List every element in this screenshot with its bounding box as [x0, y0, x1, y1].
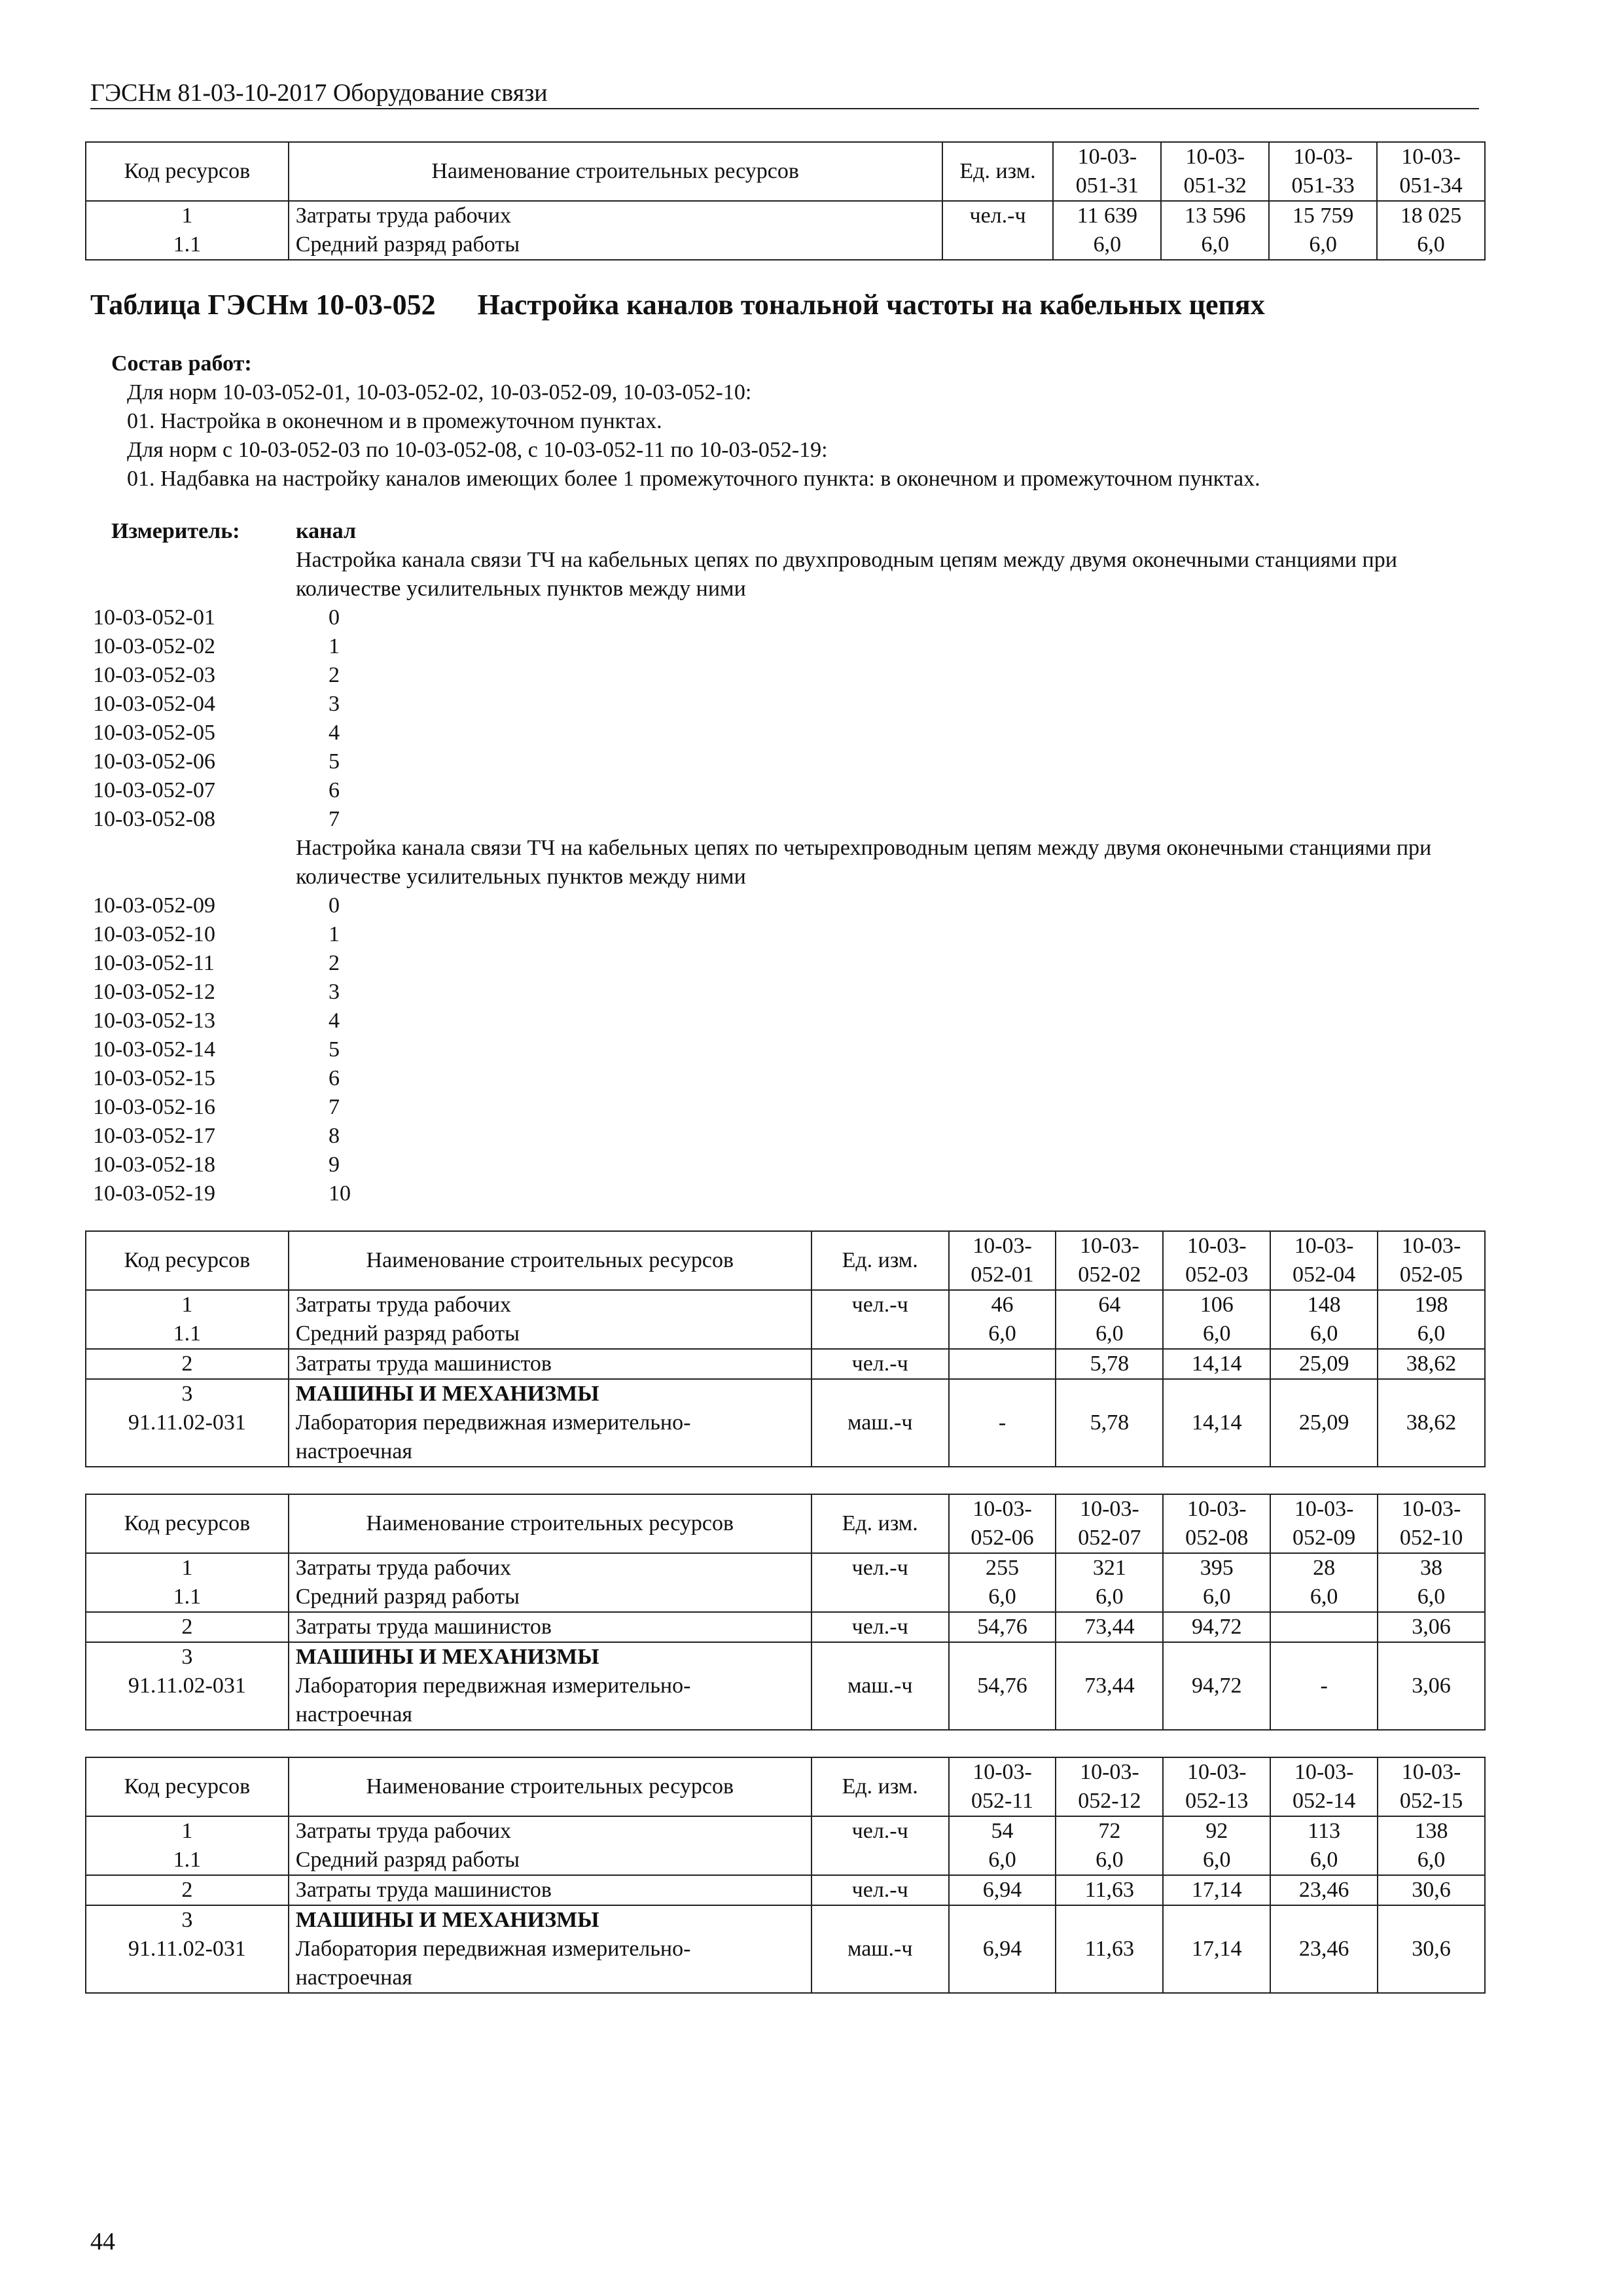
value-cell: 395: [1163, 1553, 1270, 1583]
value-cell: 17,14: [1163, 1875, 1270, 1905]
norm-code-part2: 052-14: [1292, 1789, 1356, 1813]
resource-name-line: Лаборатория передвижная измерительно-: [295, 1410, 691, 1435]
value-cell: 72: [1056, 1816, 1163, 1846]
resource-code: 2: [86, 1349, 289, 1379]
norm-code: 10-03-052-18: [93, 1153, 215, 1177]
composition-line: 01. Настройка в оконечном и в промежуточном пунктах.: [127, 409, 662, 433]
section-title-name: Настройка каналов тональной частоты на кабельных цепях: [477, 289, 1265, 321]
resource-table-052-01-05: [85, 1230, 1486, 1467]
value-cell: 6,0: [949, 1319, 1056, 1349]
norm-code-part1: 10-03-: [1401, 1760, 1461, 1784]
resource-name: Затраты труда рабочих: [289, 1553, 812, 1583]
norm-code-part2: 052-02: [1078, 1263, 1141, 1287]
norm-code-part1: 10-03-: [1294, 1497, 1354, 1521]
value-cell: 3,06: [1378, 1672, 1485, 1730]
value-cell: 6,0: [1163, 1319, 1270, 1349]
norm-value: 2: [329, 951, 340, 975]
norm-value: 1: [329, 634, 340, 658]
table-row: [86, 1379, 1485, 1408]
norm-code-part2: 051-33: [1291, 173, 1355, 198]
resource-code: 2: [86, 1875, 289, 1905]
col-header-norm: [949, 1231, 1056, 1290]
norm-code-part2: 052-05: [1399, 1263, 1463, 1287]
norm-code-part1: 10-03-: [1294, 1234, 1354, 1258]
resource-name-line: Лаборатория передвижная измерительно-: [295, 1674, 691, 1698]
norm-value: 6: [329, 778, 340, 802]
table-header-row: [86, 1494, 1485, 1553]
value-cell: 11,63: [1056, 1935, 1163, 1993]
col-header-norm: [1378, 1494, 1485, 1553]
resource-name: Затраты труда рабочих: [289, 1816, 812, 1846]
norm-code: 10-03-052-14: [93, 1037, 215, 1062]
composition-caption: Состав работ:: [111, 351, 252, 376]
value-cell: [1270, 1905, 1378, 1935]
value-cell: 255: [949, 1553, 1056, 1583]
resource-table-top: [85, 141, 1486, 260]
norm-code-part2: 052-07: [1078, 1526, 1141, 1550]
resource-name: Средний разряд работы: [289, 1583, 812, 1612]
col-header-name: Наименование строительных ресурсов: [289, 1757, 812, 1816]
norm-value: 10: [329, 1181, 351, 1206]
value-cell: 6,0: [1269, 230, 1377, 260]
page-number: 44: [90, 2228, 115, 2255]
value-cell: 14,14: [1163, 1349, 1270, 1379]
composition-line: Для норм с 10-03-052-03 по 10-03-052-08, с 10-03-052-11 по 10-03-052-19:: [127, 438, 828, 462]
resource-name-line: настроечная: [295, 1702, 413, 1727]
resource-unit: маш.-ч: [812, 1672, 949, 1730]
resource-code: 1: [86, 1553, 289, 1583]
norm-code: 10-03-052-12: [93, 980, 215, 1004]
norm-code: 10-03-052-17: [93, 1124, 215, 1148]
norm-code-part2: 052-15: [1399, 1789, 1463, 1813]
value-cell: 3,06: [1378, 1612, 1485, 1642]
table-row: [86, 1905, 1485, 1935]
value-cell: -: [1270, 1672, 1378, 1730]
norm-code: 10-03-052-19: [93, 1181, 215, 1206]
table-row: [86, 1408, 1485, 1467]
norm-code: 10-03-052-09: [93, 893, 215, 918]
resource-name: МАШИНЫ И МЕХАНИЗМЫ: [289, 1379, 812, 1408]
table-row: [86, 1583, 1485, 1612]
norm-code: 10-03-052-03: [93, 663, 215, 687]
col-header-norm: [1270, 1494, 1378, 1553]
norm-code-part1: 10-03-: [1080, 1234, 1139, 1258]
col-header-norm: [1378, 1231, 1485, 1290]
norm-code-part1: 10-03-: [1080, 1497, 1139, 1521]
table-row: [86, 1290, 1485, 1319]
col-header-code: Код ресурсов: [86, 142, 289, 201]
norm-code: 10-03-052-08: [93, 807, 215, 831]
table-row: [86, 201, 1485, 230]
value-cell: 28: [1270, 1553, 1378, 1583]
resource-unit: [812, 1642, 949, 1672]
resource-code: 1.1: [86, 1583, 289, 1612]
value-cell: 6,0: [1163, 1846, 1270, 1875]
value-cell: 14,14: [1163, 1408, 1270, 1467]
norm-code-part1: 10-03-: [972, 1497, 1032, 1521]
value-cell: 25,09: [1270, 1349, 1378, 1379]
resource-unit: [812, 1319, 949, 1349]
table-row: [86, 230, 1485, 260]
value-cell: 6,0: [949, 1583, 1056, 1612]
value-cell: 6,0: [1056, 1846, 1163, 1875]
norm-code: 10-03-052-10: [93, 922, 215, 946]
norm-code-part1: 10-03-: [1401, 145, 1461, 169]
value-cell: -: [949, 1408, 1056, 1467]
value-cell: 106: [1163, 1290, 1270, 1319]
resource-unit: чел.-ч: [812, 1612, 949, 1642]
norm-code: 10-03-052-13: [93, 1009, 215, 1033]
resource-unit: чел.-ч: [812, 1816, 949, 1846]
col-header-unit: Ед. изм.: [812, 1231, 949, 1290]
col-header-name: Наименование строительных ресурсов: [289, 1494, 812, 1553]
resource-name-line: настроечная: [295, 1965, 413, 1990]
norm-code-part1: 10-03-: [1293, 145, 1353, 169]
value-cell: [1163, 1642, 1270, 1672]
col-header-unit: Ед. изм.: [812, 1494, 949, 1553]
norm-code-part1: 10-03-: [1294, 1760, 1354, 1784]
value-cell: 73,44: [1056, 1672, 1163, 1730]
value-cell: 38,62: [1378, 1349, 1485, 1379]
norm-code: 10-03-052-04: [93, 692, 215, 716]
resource-unit: [812, 1846, 949, 1875]
resource-code: 3: [86, 1379, 289, 1408]
resource-name-line: настроечная: [295, 1439, 413, 1463]
resource-code: 1: [86, 1816, 289, 1846]
value-cell: [949, 1905, 1056, 1935]
norm-code-part1: 10-03-: [1077, 145, 1137, 169]
resource-code: 1: [86, 1290, 289, 1319]
section-title-code: Таблица ГЭСНм 10-03-052: [90, 289, 436, 321]
norm-value: 0: [329, 893, 340, 918]
resource-code: 1: [86, 201, 289, 230]
value-cell: [949, 1642, 1056, 1672]
resource-name: [289, 1408, 812, 1467]
value-cell: 6,0: [1378, 1583, 1485, 1612]
value-cell: 6,0: [1056, 1319, 1163, 1349]
value-cell: 6,0: [949, 1846, 1056, 1875]
resource-code: 1.1: [86, 1846, 289, 1875]
value-cell: 6,0: [1161, 230, 1269, 260]
value-cell: 6,0: [1053, 230, 1161, 260]
value-cell: 6,0: [1163, 1583, 1270, 1612]
col-header-name: Наименование строительных ресурсов: [289, 1231, 812, 1290]
value-cell: 138: [1378, 1816, 1485, 1846]
value-cell: 11,63: [1056, 1875, 1163, 1905]
col-header-norm: [1161, 142, 1269, 201]
norm-code-part1: 10-03-: [972, 1234, 1032, 1258]
value-cell: 25,09: [1270, 1408, 1378, 1467]
resource-name: Затраты труда машинистов: [289, 1349, 812, 1379]
table-row: [86, 1642, 1485, 1672]
table-row: [86, 1672, 1485, 1730]
value-cell: 94,72: [1163, 1612, 1270, 1642]
value-cell: [1378, 1379, 1485, 1408]
table-header-row: [86, 1757, 1485, 1816]
resource-code: 91.11.02-031: [86, 1672, 289, 1730]
value-cell: 148: [1270, 1290, 1378, 1319]
norm-value: 7: [329, 807, 340, 831]
value-cell: [1163, 1379, 1270, 1408]
norm-code: 10-03-052-06: [93, 749, 215, 774]
resource-name: МАШИНЫ И МЕХАНИЗМЫ: [289, 1905, 812, 1935]
table-row: [86, 1875, 1485, 1905]
norm-code-part2: 052-10: [1399, 1526, 1463, 1550]
value-cell: 5,78: [1056, 1349, 1163, 1379]
norm-code-part2: 051-32: [1183, 173, 1247, 198]
norm-code-part1: 10-03-: [1186, 1760, 1247, 1784]
resource-unit: маш.-ч: [812, 1935, 949, 1993]
norm-code: 10-03-052-16: [93, 1095, 215, 1119]
resource-code: 1.1: [86, 230, 289, 260]
table-header-row: [86, 1231, 1485, 1290]
col-header-norm: [1269, 142, 1377, 201]
resource-name-line: Лаборатория передвижная измерительно-: [295, 1937, 691, 1961]
value-cell: 30,6: [1378, 1935, 1485, 1993]
norm-code-part2: 051-31: [1075, 173, 1139, 198]
norm-code: 10-03-052-07: [93, 778, 215, 802]
norm-value: 1: [329, 922, 340, 946]
group2-description: Настройка канала связи ТЧ на кабельных цепях по четырехпроводным цепям между двумя оконечными станциями при количестве усилительных пунктов между ними: [296, 836, 1432, 889]
norm-code-part2: 052-01: [971, 1263, 1034, 1287]
col-header-norm: [1056, 1494, 1163, 1553]
work-composition: [111, 350, 1260, 493]
col-header-code: Код ресурсов: [86, 1757, 289, 1816]
resource-unit: чел.-ч: [812, 1875, 949, 1905]
value-cell: 30,6: [1378, 1875, 1485, 1905]
value-cell: 23,46: [1270, 1935, 1378, 1993]
value-cell: [949, 1349, 1056, 1379]
resource-code: 1.1: [86, 1319, 289, 1349]
value-cell: [1056, 1905, 1163, 1935]
norm-code-part2: 052-11: [971, 1789, 1034, 1813]
norm-code-part2: 052-03: [1185, 1263, 1249, 1287]
col-header-norm: [1056, 1231, 1163, 1290]
col-header-code: Код ресурсов: [86, 1231, 289, 1290]
norm-value: 8: [329, 1124, 340, 1148]
col-header-norm: [1053, 142, 1161, 201]
resource-unit: чел.-ч: [812, 1349, 949, 1379]
resource-unit: [812, 1379, 949, 1408]
norm-code-part1: 10-03-: [972, 1760, 1032, 1784]
col-header-norm: [949, 1494, 1056, 1553]
col-header-unit: Ед. изм.: [812, 1757, 949, 1816]
value-cell: [1163, 1905, 1270, 1935]
value-cell: 38: [1378, 1553, 1485, 1583]
norm-code: 10-03-052-01: [93, 605, 215, 630]
resource-name: Затраты труда рабочих: [289, 1290, 812, 1319]
norm-code: 10-03-052-02: [93, 634, 215, 658]
norm-value: 2: [329, 663, 340, 687]
col-header-norm: [949, 1757, 1056, 1816]
table-header-row: [86, 142, 1485, 201]
value-cell: 6,0: [1378, 1319, 1485, 1349]
resource-name: Затраты труда рабочих: [289, 201, 942, 230]
value-cell: [1378, 1905, 1485, 1935]
composition-line: 01. Надбавка на настройку каналов имеющих более 1 промежуточного пункта: в оконечном и промежуточном пунктах.: [127, 467, 1260, 491]
norm-code-part1: 10-03-: [1185, 145, 1245, 169]
meter-unit: канал: [296, 519, 357, 543]
value-cell: 64: [1056, 1290, 1163, 1319]
col-header-name: Наименование строительных ресурсов: [289, 142, 942, 201]
value-cell: 6,0: [1377, 230, 1485, 260]
norm-code-part2: 052-06: [971, 1526, 1034, 1550]
norm-value: 4: [329, 721, 340, 745]
resource-unit: чел.-ч: [812, 1553, 949, 1583]
document-title: ГЭСНм 81-03-10-2017 Оборудование связи: [90, 79, 548, 107]
resource-name: Средний разряд работы: [289, 1319, 812, 1349]
table-row: [86, 1553, 1485, 1583]
col-header-norm: [1056, 1757, 1163, 1816]
value-cell: [1270, 1642, 1378, 1672]
norm-code-part1: 10-03-: [1080, 1760, 1139, 1784]
value-cell: 6,0: [1056, 1583, 1163, 1612]
value-cell: [1378, 1642, 1485, 1672]
resource-unit: маш.-ч: [812, 1408, 949, 1467]
resource-table-052-11-15: [85, 1757, 1486, 1994]
meter-label: Измеритель:: [111, 519, 240, 543]
resource-code: 91.11.02-031: [86, 1408, 289, 1467]
value-cell: 6,0: [1378, 1846, 1485, 1875]
value-cell: 198: [1378, 1290, 1485, 1319]
value-cell: 15 759: [1269, 201, 1377, 230]
resource-name: [289, 1672, 812, 1730]
value-cell: 6,94: [949, 1875, 1056, 1905]
col-header-norm: [1270, 1231, 1378, 1290]
norm-value: 9: [329, 1153, 340, 1177]
norm-code-part2: 052-04: [1292, 1263, 1356, 1287]
resource-unit: [812, 1583, 949, 1612]
table-row: [86, 1319, 1485, 1349]
resource-code: 3: [86, 1642, 289, 1672]
value-cell: [1270, 1612, 1378, 1642]
value-cell: 54: [949, 1816, 1056, 1846]
norm-value: 6: [329, 1066, 340, 1090]
col-header-norm: [1270, 1757, 1378, 1816]
col-header-code: Код ресурсов: [86, 1494, 289, 1553]
value-cell: 18 025: [1377, 201, 1485, 230]
value-cell: 94,72: [1163, 1672, 1270, 1730]
resource-name: Средний разряд работы: [289, 1846, 812, 1875]
norm-code-part2: 052-09: [1292, 1526, 1356, 1550]
group1-description: Настройка канала связи ТЧ на кабельных цепях по двухпроводным цепям между двумя оконечными станциями при количестве усилительных пунктов между ними: [296, 548, 1397, 601]
resource-code: 91.11.02-031: [86, 1935, 289, 1993]
value-cell: [1056, 1642, 1163, 1672]
resource-name: Затраты труда машинистов: [289, 1612, 812, 1642]
section-title: [90, 288, 1265, 321]
resource-table-052-06-10: [85, 1494, 1486, 1731]
value-cell: 54,76: [949, 1612, 1056, 1642]
table-row: [86, 1846, 1485, 1875]
norm-code-part1: 10-03-: [1186, 1497, 1247, 1521]
value-cell: 6,0: [1270, 1319, 1378, 1349]
value-cell: 5,78: [1056, 1408, 1163, 1467]
col-header-norm: [1163, 1494, 1270, 1553]
value-cell: 23,46: [1270, 1875, 1378, 1905]
value-cell: 92: [1163, 1816, 1270, 1846]
norm-code-part2: 052-08: [1185, 1526, 1249, 1550]
resource-code: 2: [86, 1612, 289, 1642]
norm-code-part1: 10-03-: [1401, 1234, 1461, 1258]
resource-unit: [942, 230, 1054, 260]
resource-name: Средний разряд работы: [289, 230, 942, 260]
norm-code: 10-03-052-05: [93, 721, 215, 745]
norm-value: 0: [329, 605, 340, 630]
value-cell: 321: [1056, 1553, 1163, 1583]
table-row: [86, 1349, 1485, 1379]
norm-code: 10-03-052-15: [93, 1066, 215, 1090]
norm-value: 3: [329, 692, 340, 716]
resource-name: Затраты труда машинистов: [289, 1875, 812, 1905]
resource-unit: чел.-ч: [942, 201, 1054, 230]
value-cell: [1056, 1379, 1163, 1408]
col-header-norm: [1378, 1757, 1485, 1816]
value-cell: 6,0: [1270, 1846, 1378, 1875]
norm-code-part1: 10-03-: [1401, 1497, 1461, 1521]
norm-code-part2: 052-12: [1078, 1789, 1141, 1813]
table-row: [86, 1935, 1485, 1993]
value-cell: 73,44: [1056, 1612, 1163, 1642]
value-cell: 11 639: [1053, 201, 1161, 230]
norm-value: 3: [329, 980, 340, 1004]
resource-name: МАШИНЫ И МЕХАНИЗМЫ: [289, 1642, 812, 1672]
norm-value: 5: [329, 749, 340, 774]
norm-code-part2: 051-34: [1399, 173, 1463, 198]
value-cell: 6,94: [949, 1935, 1056, 1993]
resource-name: [289, 1935, 812, 1993]
col-header-norm: [1163, 1757, 1270, 1816]
value-cell: [1270, 1379, 1378, 1408]
value-cell: 17,14: [1163, 1935, 1270, 1993]
value-cell: 38,62: [1378, 1408, 1485, 1467]
resource-unit: чел.-ч: [812, 1290, 949, 1319]
col-header-unit: Ед. изм.: [942, 142, 1054, 201]
table-row: [86, 1612, 1485, 1642]
value-cell: 13 596: [1161, 201, 1269, 230]
col-header-norm: [1377, 142, 1485, 201]
composition-line: Для норм 10-03-052-01, 10-03-052-02, 10-03-052-09, 10-03-052-10:: [127, 380, 752, 404]
resource-code: 3: [86, 1905, 289, 1935]
value-cell: 46: [949, 1290, 1056, 1319]
norm-value: 5: [329, 1037, 340, 1062]
table-row: [86, 1816, 1485, 1846]
value-cell: 113: [1270, 1816, 1378, 1846]
norm-code-part1: 10-03-: [1186, 1234, 1247, 1258]
norm-value: 4: [329, 1009, 340, 1033]
norm-code-part2: 052-13: [1185, 1789, 1249, 1813]
header-divider: [90, 108, 1479, 109]
col-header-norm: [1163, 1231, 1270, 1290]
value-cell: [949, 1379, 1056, 1408]
value-cell: 6,0: [1270, 1583, 1378, 1612]
norm-value: 7: [329, 1095, 340, 1119]
resource-unit: [812, 1905, 949, 1935]
norm-code: 10-03-052-11: [93, 951, 215, 975]
value-cell: 54,76: [949, 1672, 1056, 1730]
